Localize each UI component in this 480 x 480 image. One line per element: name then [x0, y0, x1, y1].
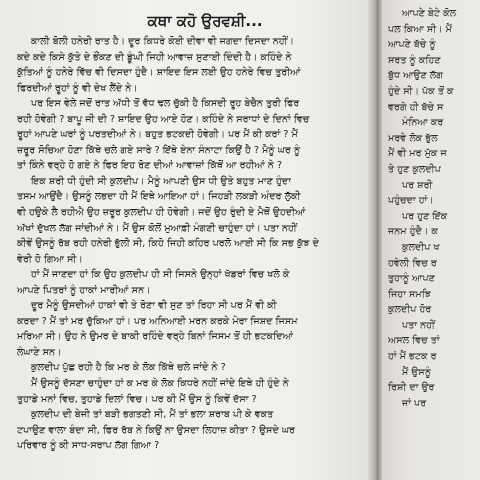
- text-line: ਫਿਰਦੀਆਂ ਰੂਹਾਂ ਨੂੰ ਵੀ ਦੇਖ ਲੈਂਦੇ ਨੇ।: [17, 82, 138, 94]
- text-line: ਮੈਂ ਉਸਨੂੰ: [402, 366, 431, 378]
- text-line: ਰਹੀ ਹੋਵੇਗੀ ? ਬਾਪੂ ਜੀ ਦੀ ? ਸ਼ਾਇਦ ਉਹ ਆਏ ਹੋਣ। ਕਹਿੰਦੇ ਨੇ ਸਰਾਧਾਂ ਦੇ ਦਿਨਾਂ ਵਿਚ: [17, 113, 310, 125]
- text-line: ਰਿਸ਼ੀ ਦਾ ਉਰ: [388, 382, 435, 394]
- text-line: ਪਰਿਵਾਰ ਨੂੰ ਕੀ ਸਾਧ-ਸਰਾਪ ਲੱਗ ਗਿਆ ?: [17, 440, 160, 452]
- text-line: ਆਪਣੇ ਬੇਟੇ ਕੋਲ: [402, 8, 457, 19]
- text-line: ਹੁੰਦੇ ਸੀ। ਪੱਕ ਤੋਂ ਕ: [388, 85, 454, 97]
- text-line: ਪਹੁੰਚਦਾ ਹਾਂ।: [388, 195, 434, 207]
- text-line: ਇਕ ਸ਼ਰੀ ਧੀ ਹੁੰਦੀ ਸੀ ਕੁਲਦੀਪ। ਮੈਨੂੰ ਆਪਣੀ ਉਸ ਧੀ ਉਤੇ ਬਹੁਤ ਮਾਣ ਹੁੰਦਾ: [31, 175, 291, 187]
- text-line: ਤਾਂ ਕਿੰਨੇ ਵਰ੍ਹੇ ਹੋ ਗਏ ਨੇ ਫਿਰ ਇਹ ਰੋਣ ਦੀਆਂ ਆਵਾਜ਼ਾਂ ਕਿੱਥੋਂ ਆ ਰਹੀਆਂ ਨੇ ?: [17, 160, 283, 172]
- text-line: ਅੱਖਾਂ ਦੁੱਖਲ ਲੱਗ ਜਾਂਦੀਆਂ ਨੇ। ਮੈਂ ਉਸ ਕੋਲੋਂ ਮੁਆਫ਼ੀ ਮੰਗਣੀ ਚਾਹੁੰਦਾ ਹਾਂ। ਪਤਾ ਨਹੀਂ: [17, 222, 297, 234]
- text-line: ਆਪਣੇ ਪਿਤਰਾਂ ਨੂੰ ਹਾਕਾਂ ਮਾਰੀਆਂ ਸਨ।: [17, 284, 151, 296]
- text-line: ਜਿਹਾ ਸਮਝਿ: [388, 288, 431, 300]
- text-line: ਕਦੇ ਕਦੇ ਕਿਸੇ ਕੁੱਤੇ ਦੇ ਭੌਂਕਣ ਦੀ ਡੂੰਘੀ ਜਿਹੀ ਆਵਾਜ਼ ਸੁਣਾਈ ਦਿੰਦੀ ਹੈ। ਕਹਿੰਦੇ ਨੇ: [17, 51, 292, 63]
- text-line: ਮਰਿਆ ਸੀ। ਉਹ ਨੇ ਉਮਰ ਦੇ ਬਾਕੀ ਰਹਿੰਦੇ ਵਰ੍ਹੇ ਬਿਨਾਂ ਜਿਸਮ ਤੋਂ ਹੀ ਭਟਕਦਿਆਂ: [17, 331, 294, 343]
- text-line: ਆਪਣੇ ਬੱਚੇ ਨੂੰ: [388, 39, 436, 51]
- text-line: ਟਪਾਉਣ ਵਾਲਾ ਬੰਦਾ ਸੀ, ਫਿਰ ਰੱਬ ਨੇ ਕਿਉਂ ਨਾ ਉਸਦਾ ਲਿਹਾਜ਼ ਕੀਤਾ ? ਉਸਦੇ ਘਰ: [17, 424, 295, 436]
- text-line: ਪਲ ਕਿਆ ਸੀ। ਮੈਂ: [388, 23, 452, 35]
- text-line: ਪਰ ਸ਼ਰੀ: [402, 179, 433, 191]
- book-gutter: [368, 0, 382, 480]
- text-line: ਪਰ ਹੁਣ ਇੱਕ: [402, 210, 448, 222]
- text-line: ਵੇਰੀ ਹੋ ਗਿਆ ਸੀ।: [17, 253, 83, 265]
- text-line: ਮਰਵੇ ਲੋਕ ਭੁੱਲ: [388, 132, 438, 144]
- left-page-body: [17, 34, 357, 454]
- text-line: ਸਰਤ ਨੂੰ ਕਹਿਣ: [388, 54, 441, 66]
- text-line: ਮੈਂ ਉਸਨੂੰ ਦੱਸਣਾ ਚਾਹੁੰਦਾ ਹਾਂ ਕ ਮਰ ਕੇ ਲੋਕ ਕਿਧਰੇ ਨਹੀਂ ਜਾਂਦੇ ਇਥੇ ਹੀ ਹੁੰਦੇ ਨੇ: [31, 378, 289, 390]
- text-line: ਜਨਮ ਹੁੰਦੈ। ਕ: [388, 226, 438, 238]
- text-line: ਕੁਲਦੀਪ ਦੀ ਬੇਜੀ ਤਾਂ ਬੜੀ ਭਗਤਣੀ ਸੀ, ਮੈਂ ਤਾਂ ਭਲਾ ਸ਼ਰਾਬ ਪੀ ਕੇ ਵਕਤ: [31, 409, 274, 421]
- text-line: ਵੀ ਹਉਕੇ ਲੈ ਰਹੀਐ ਉਹ ਜ਼ਰੂਰ ਕੁਲਦੀਪ ਹੀ ਹੋਵੇਗੀ। ਜਦੋਂ ਉਹ ਰੁੰਦੀ ਏ ਮੈਥੋਂ ਉਹਦੀਆਂ: [17, 207, 306, 219]
- text-line: ਤੁਹਾਡੇ ਮਨਾਂ ਵਿਚ, ਤੁਹਾਡੇ ਦਿਲਾਂ ਵਿਚ। ਪਰ ਕੀ ਮੈਂ ਉਸ ਨੂੰ ਕਿਵੇਂ ਦੱਸਾ ?: [17, 393, 257, 405]
- text-line: ਰੂਹਾਂ ਆਪਣੇ ਘਰਾਂ ਨੂੰ ਪਰਤਦੀਆਂ ਨੇ। ਬਹੁਤ ਭਟਕਦੀ ਹੋਵੇਗੀ। ਪਰ ਮੈਂ ਕੀ ਕਰਾਂ ? ਮੈਂ: [17, 129, 298, 141]
- text-line: ਮੰਨਿਆ ਕਰ: [402, 117, 444, 129]
- text-line: ਵਰਗੇ ਹੀ ਬੱਚੇ ਸ: [388, 101, 444, 113]
- text-line: ਕੁਲਦੀਪ ਪੁੱਛ ਰਹੀ ਹੈ ਕਿ ਮਰ ਕੇ ਲੋਕ ਕਿੱਥੇ ਚਲੇ ਜਾਂਦੇ ਨੇ ?: [31, 362, 226, 374]
- text-line: ਜ਼ਰੂਰ ਸੋਚਿਆ ਹੋਣਾ ਕਿੱਥੇ ਚਲੇ ਗਏ ਸਾਰੇ ? ਇੱਥੇ ਏਨਾ ਸੰਨਾਟਾ ਕਿਉਂ ਹੈ ? ਮੈਨੂੰ ਘਰ ਨੂੰ: [17, 144, 301, 156]
- text-line: ਅਸਲ ਵਿਚ ਤਾਂ: [388, 335, 440, 347]
- text-line: ਹਾਂ ਮੈਂ ਭਟਕ ਰ: [388, 351, 437, 363]
- text-line: ਬੁੱਧ ਆਉਣ ਲੱਗ: [388, 70, 443, 82]
- right-page: [382, 0, 480, 480]
- text-line: ਮੈਂ ਵੀ ਮਰ ਮੁੱਕ ਜ: [388, 148, 447, 160]
- text-line: ਕੁੱਤਿਆਂ ਨੂੰ ਹਨੇਰੇ ਵਿੱਚ ਵੀ ਦਿਸਦਾ ਹੁੰਦੈ। ਸ਼ਾਇਦ ਇਸ ਲਈ ਉਹ ਹਨੇਰੇ ਵਿਚ ਤੁਰੀਆਂ: [17, 67, 301, 79]
- text-line: ਕੁਲਦੀਪ ਖ: [402, 241, 440, 253]
- text-line: ਕਾਲੀ ਬੋਲੀ ਹਨੇਰੀ ਰਾਤ ਹੈ। ਦੂਰ ਕਿਧਰੇ ਕੋਈ ਦੀਵਾ ਵੀ ਜਗਦਾ ਦਿਸਦਾ ਨਹੀਂ।: [31, 36, 294, 47]
- text-line: ਤਸਮ ਆਉਂਦੈ। ਉਸਨੂੰ ਲਭਦਾ ਹੀ ਮੈਂ ਇਥੇ ਆਇਆ ਹਾਂ। ਜਿਹੜੀ ਲਕੜੀ ਅੰਦਰ ਲੁੱਕੀ: [17, 191, 301, 203]
- text-line: ਦੂਰ ਮੈਨੂੰ ਉਸਦੀਆਂ ਹਾਕਾਂ ਵੀ ਤੇ ਰੋਣਾ ਵੀ ਸੁਣ ਤਾਂ ਰਿਹਾ ਸੀ ਪਰ ਮੈਂ ਵੀ ਕੀ: [31, 300, 277, 312]
- text-line: ਕਰਦਾ ? ਮੈਂ ਤਾਂ ਮਰ ਚੁੱਕਿਆ ਹਾਂ। ਪਰ ਅਨਿਆਈ ਮਰਨ ਕਰਕੇ ਮੇਰਾ ਜਿਸ਼ਦ ਜਿਸਮ: [17, 315, 298, 327]
- right-page-body: [388, 6, 480, 411]
- text-line: ਕੀਵੇਂ ਉਸਨੂੰ ਰੱਬ ਰਹੀ ਹਨੇਰੀ ਭੁੱਲੀ ਸੀ, ਕਿਹੋ ਜਿਹੀ ਕਹਿਰ ਪਰਲੋ ਆਈ ਸੀ ਕਿ ਸਭ ਕੁੱਝ ਦੇ: [17, 238, 319, 250]
- text-line: ਜਾਂ ਪਰ: [402, 397, 427, 409]
- chapter-title: ਕਥਾ ਕਹੋ ਉਰਵਸ਼ੀ...: [147, 12, 263, 30]
- text-line: ਤੁਹਾਨੂੰ ਆਪਣ: [388, 273, 435, 285]
- text-line: ਪਰ ਇਸ ਵੇਲੇ ਜਦੋਂ ਰਾਤ ਅੱਧੀ ਤੋਂ ਵੱਧ ਢਲ ਚੁੱਕੀ ਹੈ ਕਿਸਦੀ ਰੂਹ ਬੇਚੈਨ ਤੁਰੀ ਫਿਰ: [31, 98, 300, 110]
- text-line: ਪਤਾ ਨਹੀਂ: [402, 319, 435, 331]
- text-line: ਹਾਂ ਮੈਂ ਜਾਣਦਾ ਹਾਂ ਕਿ ਉਹ ਕੁਲਦੀਪ ਹੀ ਸੀ ਜਿਸਨੇ ਉਨ੍ਹਾਂ ਖੱਡਰਾਂ ਵਿਚ ਖਲੋ ਕੇ: [31, 269, 290, 281]
- text-line: ਲੰਘਾਣੇ ਸਨ।: [17, 346, 62, 358]
- text-line: ਹਵੇਲੀ ਵਿਚ ਰ: [388, 257, 437, 269]
- text-line: ਕੁਲਦੀਪ ਹੋਰ: [388, 304, 432, 316]
- text-line: ਤੇ ਹੁਣ ਕੁਲਦੀਪ: [388, 163, 441, 175]
